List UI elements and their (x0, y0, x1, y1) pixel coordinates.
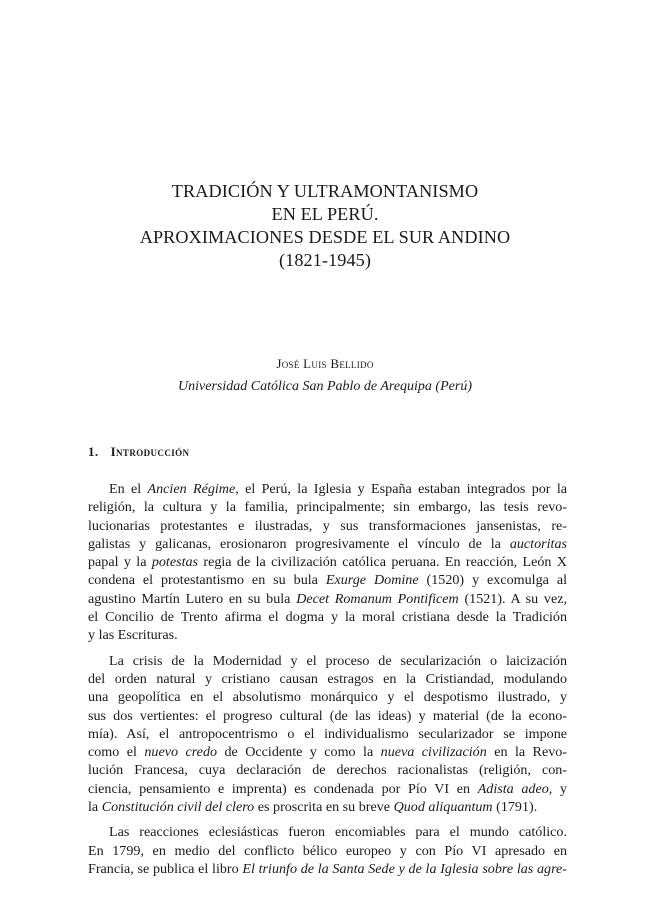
italic-text-run: El triunfo de la Santa Sede y de la Iglesia sobre las agre- (242, 860, 567, 877)
text-line (88, 626, 567, 644)
text-line (88, 498, 567, 516)
italic-text-run: Adista adeo (477, 780, 549, 797)
text-line (88, 480, 567, 498)
title-line-3: APROXIMACIONES DESDE EL SUR ANDINO (139, 227, 511, 247)
text-run: y las Escrituras. (88, 627, 178, 644)
text-line (88, 761, 567, 779)
text-run: , el Perú, la Iglesia y España estaban integrados por la (235, 481, 568, 497)
text-run: lucionarias protestantes e ilustradas, y sus transformaciones jansenistas, re- (88, 517, 567, 534)
text-line (88, 798, 567, 816)
text-line (88, 823, 567, 841)
chapter-title (0, 180, 650, 272)
italic-text-run: Ancien Régime (147, 481, 236, 497)
italic-text-run: auctoritas (509, 535, 567, 552)
body-text (88, 480, 567, 878)
text-run: la (88, 799, 102, 816)
text-run: el Concilio de Trento afirma el dogma y la moral cristiana desde la Tradición (88, 609, 567, 626)
title-line-4: (1821-1945) (278, 250, 372, 270)
section-title: Introducción (110, 444, 190, 459)
text-run: ciencia, pensamiento e imprenta) es condenada por Pío VI en (88, 780, 478, 797)
section-heading (88, 444, 189, 460)
text-line (88, 517, 567, 535)
italic-text-run: Decet Romanum Pontificem (296, 590, 459, 607)
text-run: condena el protestantismo en su bula (88, 572, 326, 589)
text-run: religión, la cultura y la familia, principalmente; sin embargo, las tesis revo- (88, 499, 567, 516)
paragraph-gap (88, 816, 567, 823)
italic-text-run: Exurge Domine (325, 572, 419, 589)
text-run: sus dos vertientes: el progreso cultural (de las ideas) y material (de la econo- (88, 707, 567, 724)
text-run: regia de la civilización católica peruana. En reacción, León X (198, 554, 567, 571)
paragraph-gap (88, 645, 567, 652)
text-run: de Occidente y como la (217, 744, 381, 761)
title-line-1: TRADICIÓN Y ULTRAMONTANISMO (171, 181, 479, 201)
text-run: como el (88, 744, 145, 761)
text-run: del orden natural y cristiano causan estragos en la Cristiandad, modulando (88, 670, 567, 687)
italic-text-run: potestas (151, 554, 199, 571)
text-run: galistas y galicanas, erosionaron progresivamente el vínculo de la (88, 535, 510, 552)
paragraph (88, 652, 567, 817)
author-name: José Luis Bellido (276, 356, 374, 371)
text-line (88, 670, 567, 688)
text-line (88, 553, 567, 571)
text-line (88, 707, 567, 725)
text-line (88, 535, 567, 553)
italic-text-run: Quod aliquantum (393, 799, 493, 816)
italic-text-run: nueva civilización (380, 744, 487, 761)
section-number: 1. (88, 444, 99, 459)
text-run: (1791). (492, 799, 538, 816)
text-run: (1521). A su vez, (458, 590, 567, 607)
text-run: una geopolítica en el absolutismo monárquico y el despotismo ilustrado, y (88, 689, 567, 706)
text-line (88, 571, 567, 589)
text-line (88, 780, 567, 798)
text-line (88, 608, 567, 626)
text-line (88, 743, 567, 761)
text-run: En 1799, en medio del conflicto bélico europeo y con Pío VI apresado en (88, 842, 567, 859)
text-run: es proscrita en su breve (254, 799, 394, 816)
text-line (88, 590, 567, 608)
paragraph (88, 480, 567, 645)
text-run: (1520) y excomulga al (418, 572, 567, 589)
text-run: , y (548, 780, 568, 797)
text-run: agustino Martín Lutero en su bula (88, 590, 297, 607)
text-line (88, 860, 567, 878)
text-run: Francia, se publica el libro (88, 860, 243, 877)
title-line-2: EN EL PERÚ. (271, 204, 379, 224)
text-run: La crisis de la Modernidad y el proceso de secularización o laicización (109, 652, 567, 669)
text-line (88, 652, 567, 670)
text-run: en la Revo- (486, 744, 567, 761)
italic-text-run: Constitución civil del clero (101, 799, 255, 816)
text-line (88, 842, 567, 860)
text-run: lución Francesa, cuya declaración de derechos racionalistas (religión, con- (88, 762, 567, 779)
text-run: papal y la (88, 554, 152, 571)
author-affiliation: Universidad Católica San Pablo de Arequipa (Perú) (178, 379, 472, 394)
italic-text-run: nuevo credo (144, 744, 218, 761)
text-run: En el (109, 481, 148, 497)
text-line (88, 725, 567, 743)
text-run: Las reacciones eclesiásticas fueron encomiables para el mundo católico. (109, 824, 567, 841)
text-run: mía). Así, el antropocentrismo o el individualismo secularizador se impone (88, 725, 567, 742)
text-line (88, 688, 567, 706)
paragraph (88, 823, 567, 878)
